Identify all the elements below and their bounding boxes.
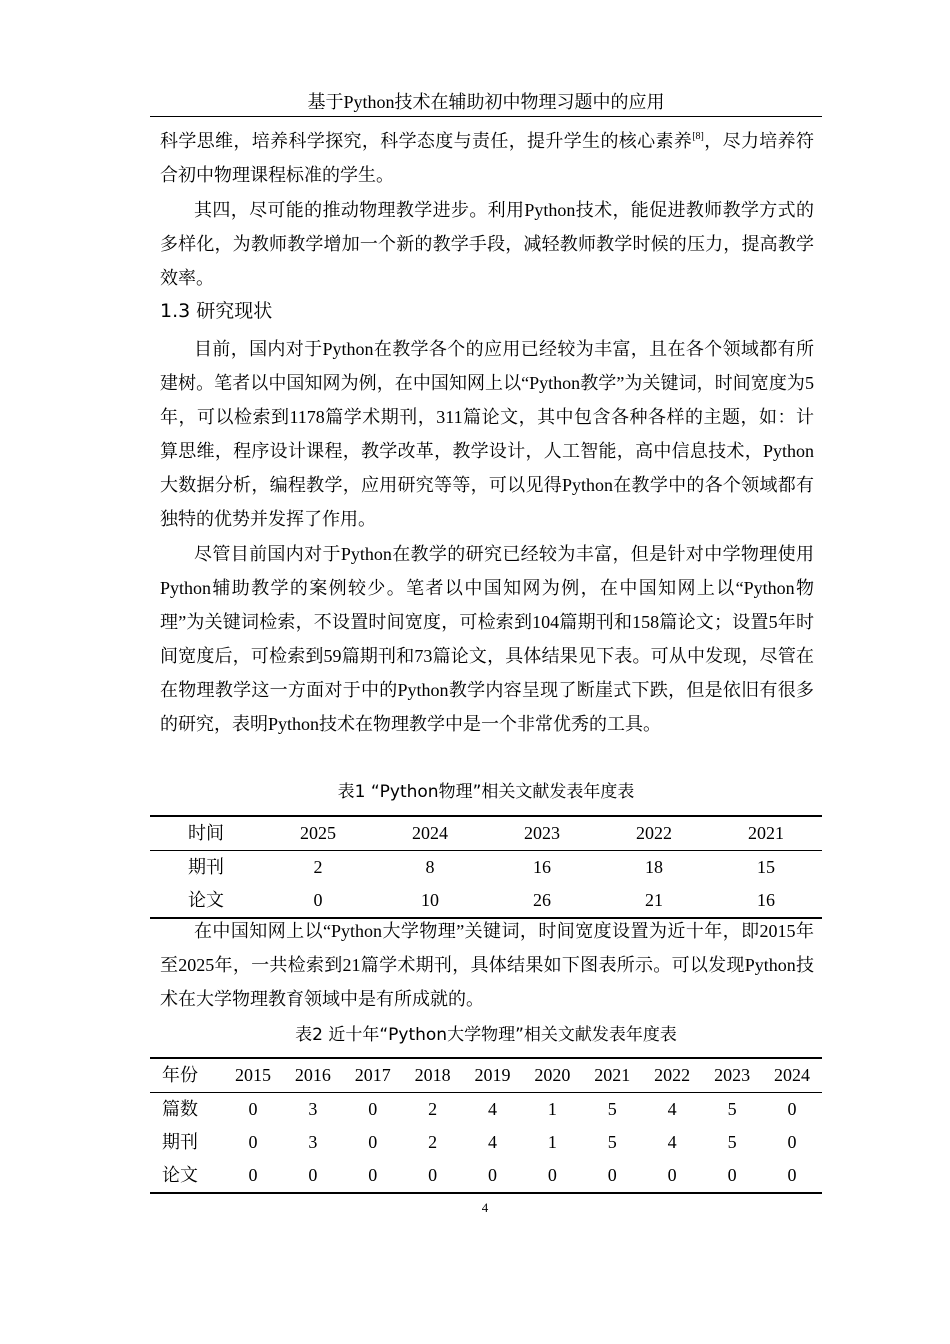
table-cell: 0 xyxy=(428,1165,438,1185)
running-header: 基于Python技术在辅助初中物理习题中的应用 xyxy=(150,90,822,117)
table-cell: 4 xyxy=(667,1132,677,1152)
table-cell: 0 xyxy=(248,1165,258,1185)
table-cell: 0 xyxy=(727,1165,737,1185)
table-cell: 0 xyxy=(368,1132,378,1152)
table-cell: 5 xyxy=(727,1099,737,1119)
table-row-label: 论文 xyxy=(162,1165,198,1185)
table-cell: 1 xyxy=(547,1099,557,1119)
page-number: 4 xyxy=(481,1200,489,1215)
table-cell: 0 xyxy=(308,1165,318,1185)
table-cell: 4 xyxy=(667,1099,677,1119)
table-cell: 5 xyxy=(607,1132,617,1152)
table-cell: 4 xyxy=(488,1099,497,1119)
table-header-cell: 年份 xyxy=(150,1058,223,1093)
table-header-cell: 2016 xyxy=(283,1058,343,1093)
table-header-row xyxy=(150,816,822,851)
table-cell: 16 xyxy=(533,857,551,877)
table-row xyxy=(150,1126,822,1159)
table-row xyxy=(150,1159,822,1193)
table-cell: 5 xyxy=(727,1132,737,1152)
table-row xyxy=(150,884,822,918)
table-header-row xyxy=(150,1058,822,1093)
table-header-cell: 2025 xyxy=(262,816,374,851)
table-cell: 0 xyxy=(248,1099,258,1119)
table-cell: 21 xyxy=(645,890,663,910)
table1-caption: 表1 “Python物理”相关文献发表年度表 xyxy=(337,782,635,802)
table-header-cell: 2023 xyxy=(486,816,598,851)
citation-ref[interactable]: [8] xyxy=(692,131,704,142)
table-cell: 16 xyxy=(757,890,775,910)
table-header-cell: 2018 xyxy=(403,1058,463,1093)
table-cell: 3 xyxy=(308,1132,318,1152)
paragraph-domestic-research: 目前，国内对于Python在教学各个的应用已经较为丰富，且在各个领域都有所建树。笔者以中国知网为例，在中国知网上以“Python教学”为关键词，时间宽度为5年，可以检索到1178篇学术期刊，311篇论文，其中包含各种各样的主题，如：计算思维，程序设计课程，教学改革，教学设计，人工智能，高中信息技术，Python大数据分析，编程教学，应用研究等等，可以见得Python在教学中的各个领域都有独特的优势并发挥了作用。 xyxy=(160,339,814,529)
table-header-cell: 2024 xyxy=(374,816,486,851)
table-header-cell: 2015 xyxy=(223,1058,283,1093)
table-row-label: 期刊 xyxy=(188,857,224,877)
table-row xyxy=(150,851,822,885)
table-header-cell: 2020 xyxy=(522,1058,582,1093)
table-cell: 1 xyxy=(547,1132,557,1152)
table-cell: 0 xyxy=(787,1099,797,1119)
table-cell: 26 xyxy=(533,890,551,910)
table-header-cell: 2024 xyxy=(762,1058,822,1093)
paragraph-core-literacy xyxy=(160,124,814,192)
table-cell: 8 xyxy=(425,857,435,877)
table-cell: 5 xyxy=(607,1099,617,1119)
paragraph-text: 科学思维，培养科学探究，科学态度与责任，提升学生的核心素养 xyxy=(160,131,693,151)
paragraph-physics-research: 尽管目前国内对于Python在教学的研究已经较为丰富，但是针对中学物理使用Python辅助教学的案例较少。笔者以中国知网为例，在中国知网上以“Python物理”为关键词检索，不设置时间宽度，可检索到104篇期刊和158篇论文；设置5年时间宽度后，可检索到59篇期刊和73篇论文，具体结果见下表。可从中发现，尽管在在物理教学这一方面对于中的Python教学内容呈现了断崖式下跌，但是依旧有很多的研究，表明Python技术在物理教学中是一个非常优秀的工具。 xyxy=(160,544,814,734)
table-header-cell: 2019 xyxy=(463,1058,523,1093)
table-cell: 0 xyxy=(313,890,323,910)
paragraph-text: ，尽力培养符合初中物理课程标准的学生。 xyxy=(160,131,815,185)
table-cell: 10 xyxy=(421,890,439,910)
table-cell: 0 xyxy=(787,1165,797,1185)
table-row-label: 篇数 xyxy=(162,1099,198,1119)
paragraph-university-physics: 在中国知网上以“Python大学物理”关键词，时间宽度设置为近十年，即2015年至2025年，一共检索到21篇学术期刊，具体结果如下图表所示。可以发现Python技术在大学物理教育领域中是有所成就的。 xyxy=(160,921,814,1009)
paragraph-fourth-point: 其四，尽可能的推动物理教学进步。利用Python技术，能促进教师教学方式的多样化，为教师教学增加一个新的教学手段，减轻教师教学时候的压力，提高教学效率。 xyxy=(160,200,814,288)
table-cell: 0 xyxy=(368,1165,378,1185)
table-header-cell: 2023 xyxy=(702,1058,762,1093)
table-header-cell: 2022 xyxy=(598,816,710,851)
table-cell: 0 xyxy=(787,1132,797,1152)
table-header-cell: 2021 xyxy=(582,1058,642,1093)
table-cell: 2 xyxy=(313,857,323,877)
section-heading: 1.3 研究现状 xyxy=(160,300,273,322)
table-cell: 0 xyxy=(368,1099,378,1119)
table-cell: 2 xyxy=(428,1099,438,1119)
table-cell: 15 xyxy=(757,857,775,877)
table-header-cell: 2022 xyxy=(642,1058,702,1093)
table-header-cell: 2017 xyxy=(343,1058,403,1093)
table-row xyxy=(150,1093,822,1127)
table-row-label: 期刊 xyxy=(162,1132,198,1152)
table-cell: 18 xyxy=(645,857,663,877)
table-cell: 0 xyxy=(607,1165,617,1185)
table-header-cell: 时间 xyxy=(150,816,262,851)
table-header-cell: 2021 xyxy=(710,816,822,851)
table-cell: 4 xyxy=(488,1132,497,1152)
table-cell: 0 xyxy=(248,1132,258,1152)
table-cell: 0 xyxy=(488,1165,497,1185)
table2 xyxy=(150,1057,822,1194)
table-cell: 0 xyxy=(547,1165,557,1185)
table-row-label: 论文 xyxy=(188,890,224,910)
table-cell: 3 xyxy=(308,1099,318,1119)
table-cell: 0 xyxy=(667,1165,677,1185)
table2-caption: 表2 近十年“Python大学物理”相关文献发表年度表 xyxy=(295,1025,677,1045)
table1 xyxy=(150,815,822,919)
table-cell: 2 xyxy=(428,1132,438,1152)
